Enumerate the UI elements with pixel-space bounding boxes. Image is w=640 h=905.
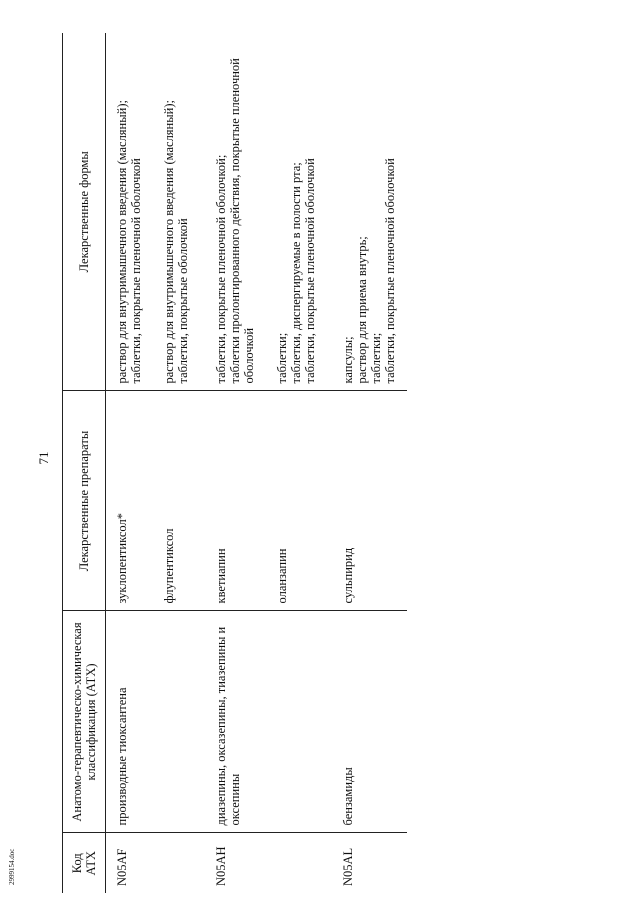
table-row	[153, 33, 200, 893]
header-forms: Лекарственные формы	[63, 33, 106, 391]
header-drugs: Лекарственные препараты	[63, 391, 106, 611]
table-header-row	[63, 33, 106, 893]
cell-code	[266, 833, 327, 893]
drug-table	[62, 33, 407, 893]
form-line: таблетки, диспергируемые в полости рта;	[289, 162, 303, 384]
form-line: таблетки, покрытые пленочной оболочкой	[129, 158, 143, 384]
cell-forms	[106, 33, 154, 391]
form-line: таблетки пролонгированного действия, покрытые пленочной оболочкой	[228, 58, 256, 384]
table-row	[106, 33, 154, 893]
cell-drug: сульпирид	[327, 391, 407, 611]
header-atc: Анатомо-терапевтическо-химическая классификация (АТХ)	[63, 611, 106, 833]
form-line: таблетки;	[275, 332, 289, 384]
table-row	[266, 33, 327, 893]
cell-atc	[266, 611, 327, 833]
cell-drug: зуклопентиксол*	[106, 391, 154, 611]
page-number: 71	[36, 451, 51, 465]
form-line: таблетки, покрытые пленочной оболочкой;	[214, 154, 228, 384]
form-line: раствор для приема внутрь;	[355, 236, 369, 384]
form-line: таблетки;	[369, 332, 383, 384]
cell-atc: производные тиоксантена	[106, 611, 154, 833]
cell-atc: диазепины, оксазепины, тиазепины и оксепины	[200, 611, 266, 833]
cell-drug: кветиапин	[200, 391, 266, 611]
form-line: таблетки, покрытые оболочкой	[176, 218, 190, 384]
cell-forms	[327, 33, 407, 391]
form-line: таблетки, покрытые пленочной оболочкой	[383, 158, 397, 384]
form-line: таблетки, покрытые пленочной оболочкой	[303, 158, 317, 384]
cell-code	[153, 833, 200, 893]
header-code: Код АТХ	[63, 833, 106, 893]
cell-forms	[200, 33, 266, 391]
cell-code: N05AH	[214, 846, 228, 886]
cell-atc	[153, 611, 200, 833]
document-file-id: 2999154.doc	[8, 848, 16, 885]
table-row	[200, 33, 266, 893]
form-line: раствор для внутримышечного введения (масляный);	[162, 100, 176, 384]
cell-forms	[266, 33, 327, 391]
form-line: раствор для внутримышечного введения (масляный);	[115, 100, 129, 384]
cell-code: N05AF	[115, 848, 129, 886]
cell-atc: бензамиды	[327, 611, 407, 833]
cell-code: N05AL	[341, 847, 355, 886]
table-row	[327, 33, 407, 893]
cell-forms	[153, 33, 200, 391]
cell-drug: оланзапин	[266, 391, 327, 611]
drug-table-container	[62, 33, 622, 893]
form-line: капсулы;	[341, 336, 355, 384]
cell-drug: флупентиксол	[153, 391, 200, 611]
